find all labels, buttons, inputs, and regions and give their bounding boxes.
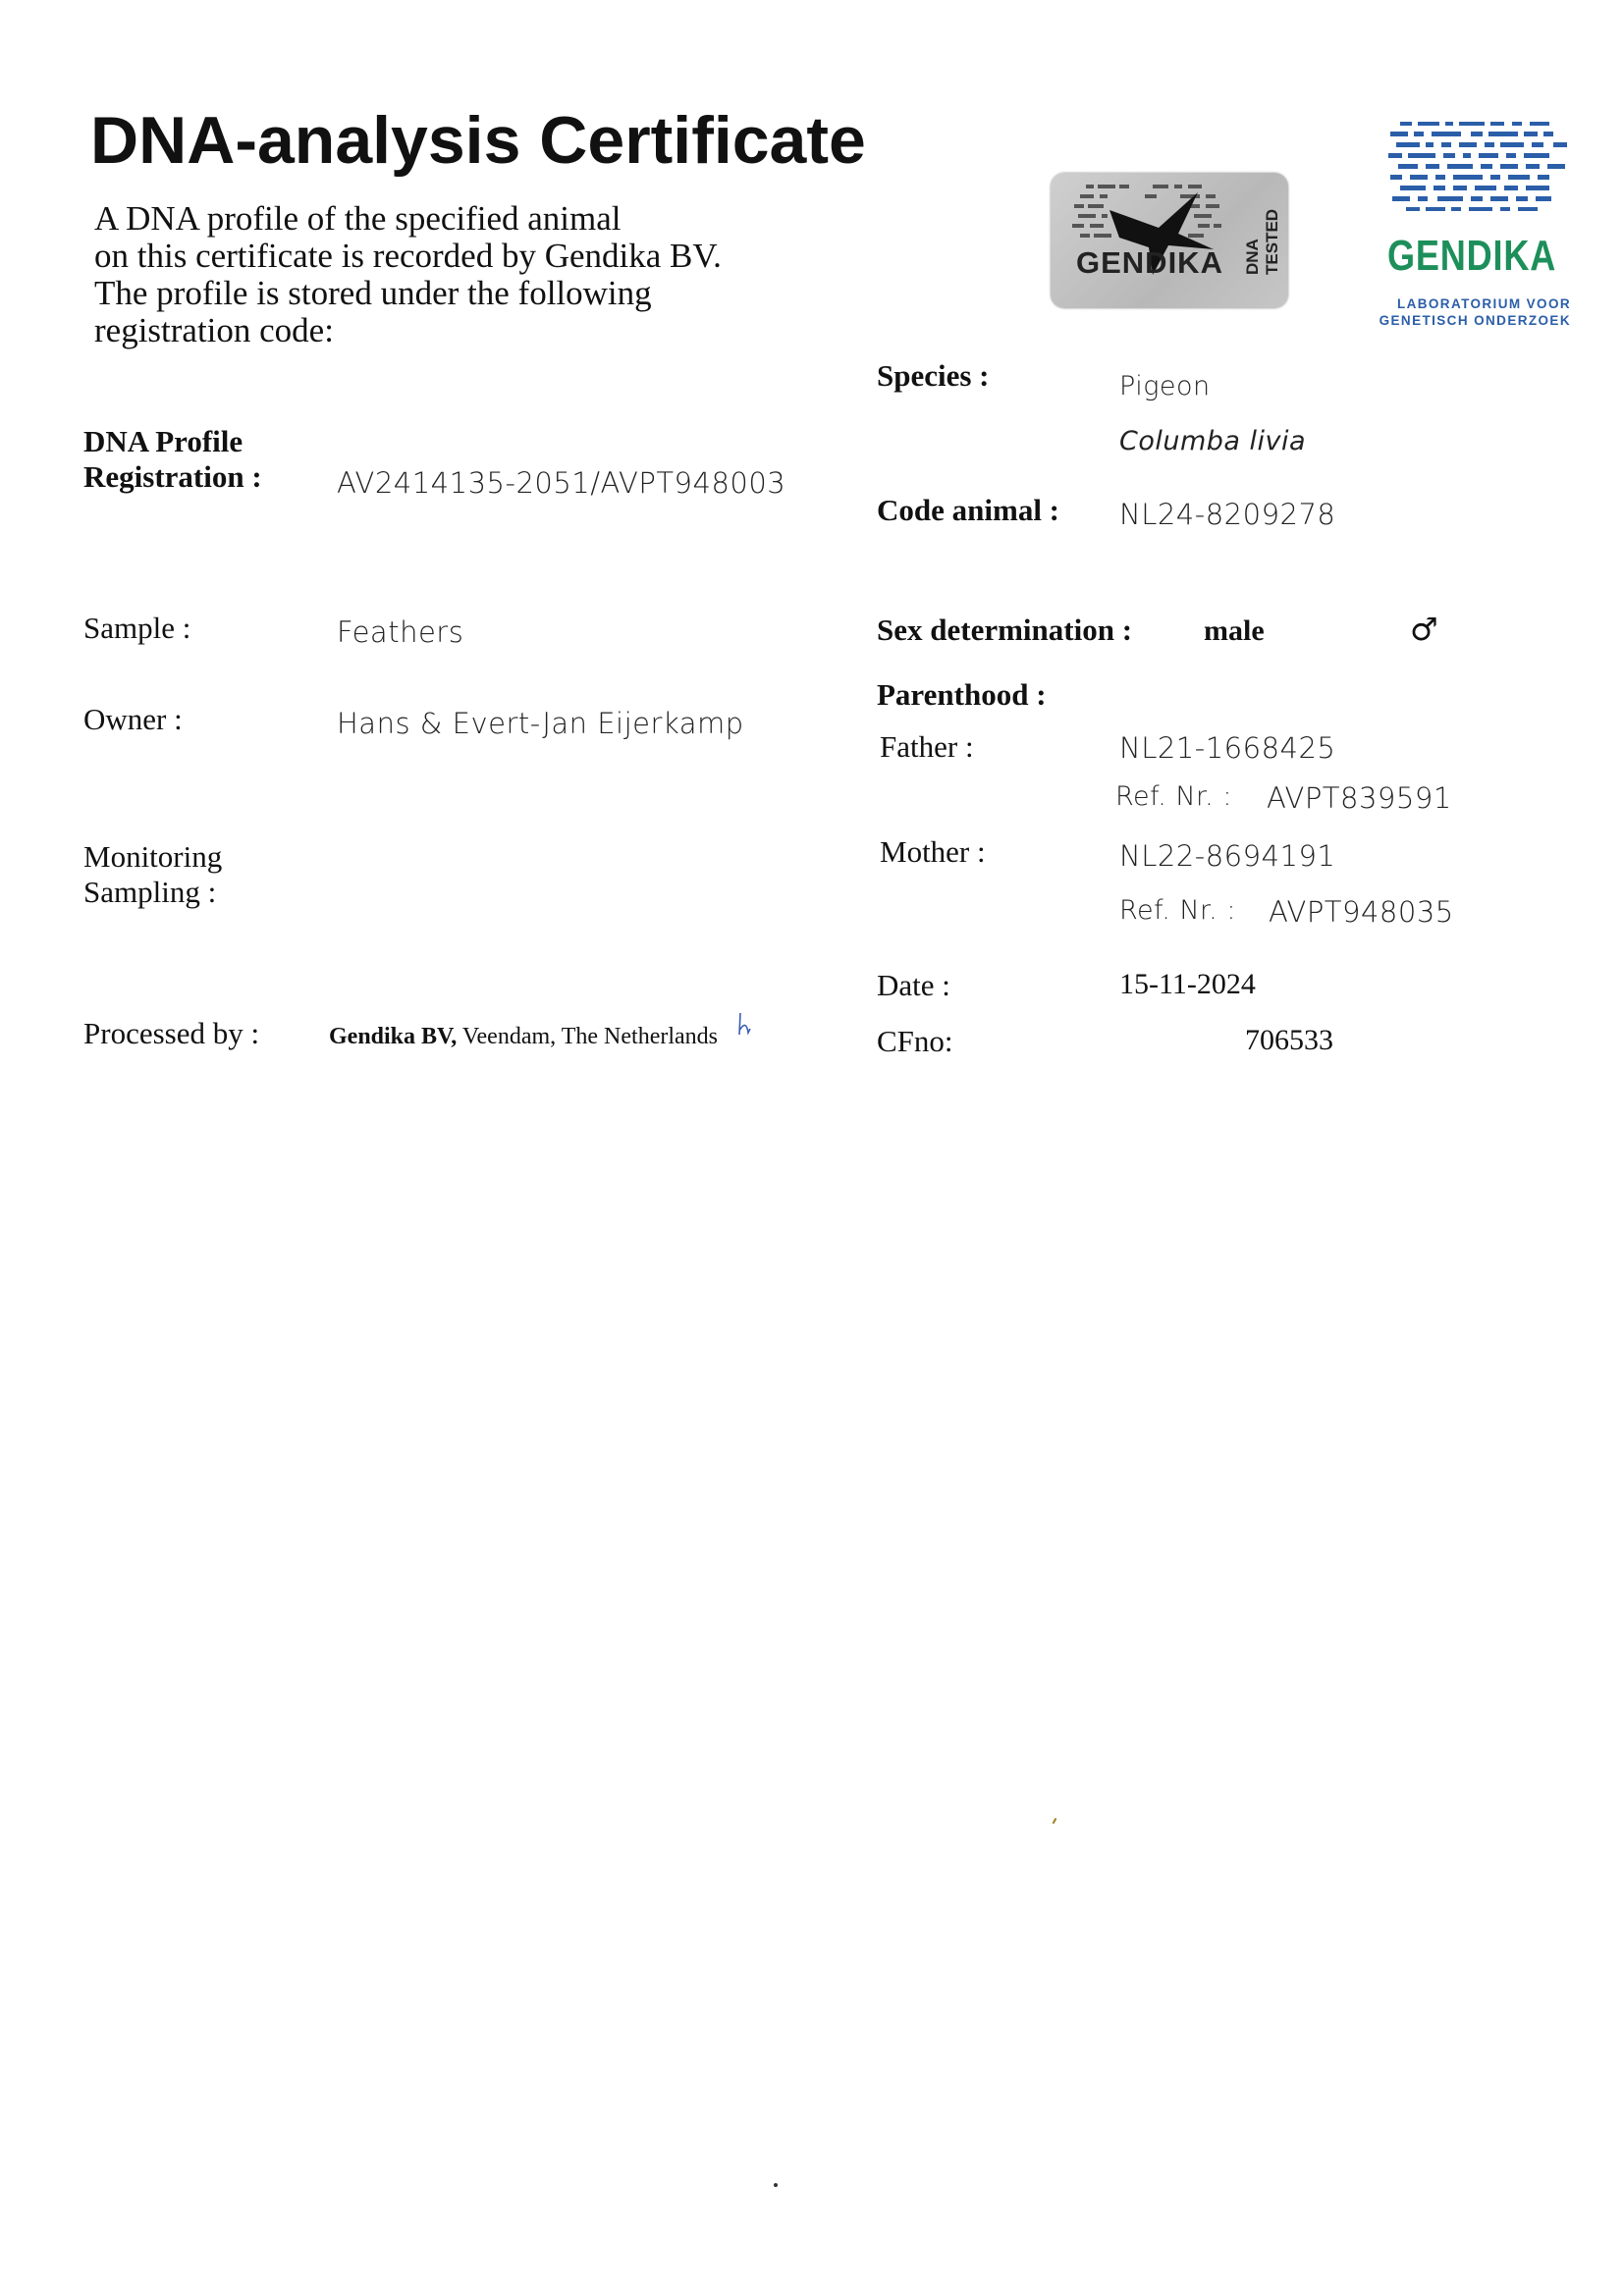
dna-profile-label-line: Registration :	[83, 459, 262, 494]
mother-value: NL22-8694191	[1119, 839, 1336, 873]
cfno-value: 706533	[1245, 1024, 1333, 1056]
processed-by-label: Processed by :	[83, 1016, 260, 1050]
gendika-logo-text: GENDIKA	[1387, 232, 1557, 280]
processed-by-location: Veendam, The Netherlands	[461, 1024, 718, 1049]
owner-label: Owner :	[83, 702, 183, 736]
father-value: NL21-1668425	[1119, 731, 1336, 765]
intro-text	[94, 200, 801, 349]
sample-value: Feathers	[337, 615, 464, 649]
species-common-value: Pigeon	[1119, 371, 1211, 401]
mother-ref-label: Ref. Nr. :	[1119, 895, 1236, 926]
male-symbol-icon: ♂	[1410, 611, 1438, 648]
scan-speck	[1053, 1818, 1057, 1824]
species-latin-value: Columba livia	[1119, 426, 1307, 456]
father-ref-label: Ref. Nr. :	[1115, 781, 1232, 812]
date-label: Date :	[877, 968, 950, 1002]
monitoring-label-line: Monitoring	[83, 839, 223, 874]
handwritten-initial-mark	[734, 1011, 760, 1041]
mother-ref-value: AVPT948035	[1269, 895, 1454, 929]
code-animal-value: NL24-8209278	[1119, 498, 1336, 531]
dna-profile-label	[83, 424, 262, 495]
sex-determination-label: Sex determination :	[877, 613, 1133, 647]
monitoring-label-line: Sampling :	[83, 875, 217, 909]
gendika-logo-icon	[1386, 116, 1573, 226]
father-ref-value: AVPT839591	[1267, 781, 1452, 815]
dna-profile-value: AV2414135-2051/AVPT948003	[337, 466, 786, 500]
processed-by-company: Gendika BV,	[329, 1024, 458, 1049]
sample-label: Sample :	[83, 611, 191, 645]
logo-subtitle-line: LABORATORIUM VOOR	[1396, 296, 1571, 311]
intro-line: The profile is stored under the following	[94, 274, 652, 312]
dna-tested-stamp	[1051, 173, 1288, 308]
mother-label: Mother :	[880, 834, 986, 869]
stamp-brand: GENDIKA	[1076, 245, 1223, 280]
species-label: Species :	[877, 358, 990, 393]
intro-line: registration code:	[94, 311, 334, 349]
processed-by-value	[329, 1024, 718, 1050]
intro-line: on this certificate is recorded by Gendika BV.	[94, 237, 722, 275]
scan-speck	[774, 2183, 778, 2187]
sex-value: male	[1204, 614, 1265, 647]
date-value: 15-11-2024	[1119, 968, 1256, 1000]
monitoring-sampling-label	[83, 839, 222, 910]
owner-value: Hans & Evert-Jan Eijerkamp	[337, 707, 744, 740]
father-label: Father :	[880, 729, 974, 764]
gendika-logo-subtitle	[1379, 295, 1571, 329]
dna-profile-label-line: DNA Profile	[83, 424, 243, 458]
logo-subtitle-line: GENETISCH ONDERZOEK	[1379, 313, 1571, 328]
cfno-label: CFno:	[877, 1024, 953, 1058]
parenthood-label: Parenthood :	[877, 677, 1047, 712]
intro-line: A DNA profile of the specified animal	[94, 199, 622, 238]
code-animal-label: Code animal :	[877, 493, 1059, 527]
stamp-vertical-text: DNA TESTED	[1243, 208, 1281, 275]
certificate-title: DNA-analysis Certificate	[90, 103, 866, 178]
